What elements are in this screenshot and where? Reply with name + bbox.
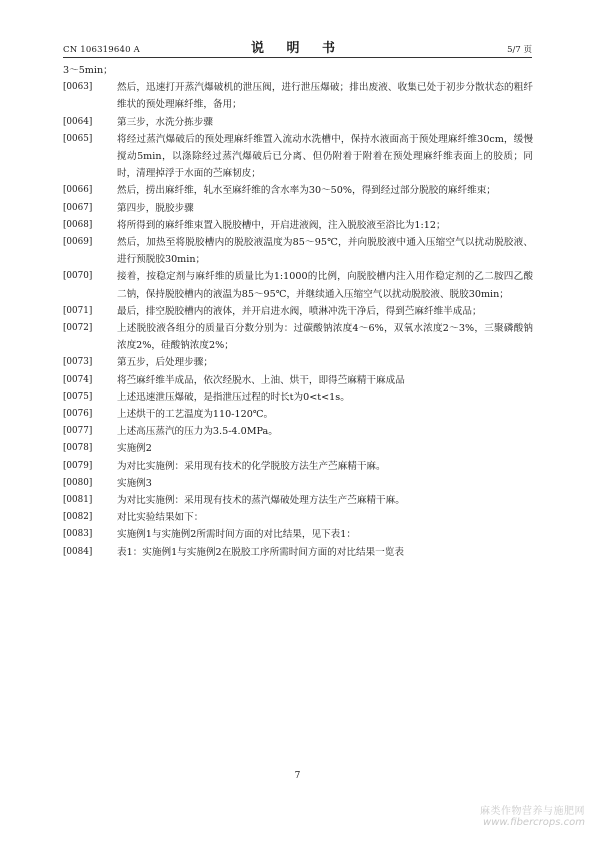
paragraph-number: [0079] xyxy=(63,460,93,471)
watermark-url: www.fibercrops.com xyxy=(483,817,585,828)
paragraph-number: [0069] xyxy=(63,237,93,248)
paragraph-text: 然后，加热至将脱胶槽内的脱胶液温度为85～95℃，并向脱胶液中通入压缩空气以扰动脱胶液、进行预脱胶30min； xyxy=(117,237,533,266)
paragraph-text: 将经过蒸汽爆破后的预处理麻纤维置入流动水洗槽中，保持水液面高于预处理麻纤维30cm，缓慢搅动5min，以涤除经过蒸汽爆破后已分离、但仍附着于附着在预处理麻纤维表面上的胶质；同时，清理掉浮于水面的苎麻韧皮； xyxy=(117,133,533,180)
paragraph xyxy=(63,492,533,509)
paragraph-number: [0082] xyxy=(63,512,93,523)
paragraph-number: [0065] xyxy=(63,133,93,144)
paragraph xyxy=(63,423,533,440)
document-title: 说 明 书 xyxy=(250,41,345,56)
paragraph-number: [0064] xyxy=(63,116,93,127)
paragraph xyxy=(63,182,533,199)
paragraph xyxy=(63,406,533,423)
paragraph xyxy=(63,320,533,354)
page-number: 7 xyxy=(294,771,301,781)
paragraph xyxy=(63,389,533,406)
paragraph-text: 为对比实施例：采用现有技术的化学脱胶方法生产苎麻精干麻。 xyxy=(117,460,386,472)
paragraph-text: 上述迅速泄压爆破，是指泄压过程的时长t为0<t<1s。 xyxy=(117,391,350,403)
paragraph xyxy=(63,509,533,526)
paragraph-number: [0076] xyxy=(63,409,93,420)
paragraph xyxy=(63,234,533,268)
paragraph xyxy=(63,475,533,492)
paragraph-text: 对比实验结果如下： xyxy=(117,512,204,524)
paragraph-number: [0066] xyxy=(63,185,93,196)
paragraph xyxy=(63,200,533,217)
paragraph-text: 为对比实施例：采用现有技术的蒸汽爆破处理方法生产苎麻精干麻。 xyxy=(117,495,405,507)
paragraph xyxy=(63,268,533,302)
paragraph-number: [0075] xyxy=(63,391,93,402)
document-body xyxy=(63,62,533,561)
paragraph-number: [0068] xyxy=(63,219,93,230)
paragraph xyxy=(63,526,533,543)
paragraph xyxy=(63,544,533,561)
paragraph-text: 第三步，水洗分拣步骤 xyxy=(117,116,213,128)
paragraph-number: [0084] xyxy=(63,546,93,557)
paragraph xyxy=(63,372,533,389)
paragraph-text: 表1：实施例1与实施例2在脱胶工序所需时间方面的对比结果一览表 xyxy=(117,546,404,558)
page-indicator: 5/7 页 xyxy=(507,45,532,55)
page-header xyxy=(63,37,532,57)
paragraph xyxy=(63,217,533,234)
paragraph-text: 第四步，脱胶步骤 xyxy=(117,202,194,214)
paragraph xyxy=(63,440,533,457)
paragraph-number: [0081] xyxy=(63,495,93,506)
paragraph-number: [0078] xyxy=(63,443,93,454)
paragraph-text: 然后，迅速打开蒸汽爆破机的泄压阀，进行泄压爆破；排出废液、收集已处于初步分散状态的粗纤维状的预处理麻纤维，备用； xyxy=(117,82,533,111)
paragraph-text: 然后，捞出麻纤维，轧水至麻纤维的含水率为30～50%，得到经过部分脱胶的麻纤维束； xyxy=(117,185,496,197)
paragraph-number: [0077] xyxy=(63,426,93,437)
paragraph-text: 上述脱胶液各组分的质量百分数分别为：过碳酸钠浓度4～6%，双氧水浓度2～3%，三聚磷酸钠浓度2%，硅酸钠浓度2%； xyxy=(117,323,533,352)
paragraph xyxy=(63,114,533,131)
paragraph xyxy=(63,79,533,113)
paragraph-text: 将苎麻纤维半成品，依次经脱水、上油、烘干，即得苎麻精干麻成品 xyxy=(117,374,405,386)
paragraph-number: [0073] xyxy=(63,357,93,368)
paragraph-text: 接着，按稳定剂与麻纤维的质量比为1:1000的比例，向脱胶槽内注入用作稳定剂的乙二胺四乙酸二钠，保持脱胶槽内的液温为85～95℃，并继续通入压缩空气以扰动脱胶液、脱胶30min； xyxy=(117,271,533,300)
paragraph-number: [0063] xyxy=(63,82,93,93)
paragraph-text: 实施例3 xyxy=(117,477,152,489)
header-divider xyxy=(63,57,532,58)
paragraph-number: [0072] xyxy=(63,323,93,334)
watermark-site-name: 麻类作物营养与施肥网 xyxy=(480,806,585,817)
paragraph-number: [0074] xyxy=(63,374,93,385)
paragraph-text: 第五步，后处理步骤； xyxy=(117,357,213,369)
publication-number: CN 106319640 A xyxy=(63,45,140,55)
paragraph-number: [0070] xyxy=(63,271,93,282)
paragraph-text: 实施例2 xyxy=(117,443,152,455)
paragraph-text: 最后，排空脱胶槽内的液体，并开启进水阀，喷淋冲洗干净后，得到苎麻纤维半成品； xyxy=(117,305,482,317)
paragraph-text: 上述高压蒸汽的压力为3.5-4.0MPa。 xyxy=(117,426,278,438)
paragraph-text: 将所得到的麻纤维束置入脱胶槽中，开启进液阀，注入脱胶液至浴比为1:12； xyxy=(117,219,446,231)
paragraph xyxy=(63,131,533,183)
site-watermark xyxy=(480,802,585,828)
paragraph-number: [0071] xyxy=(63,305,93,316)
paragraph-text: 上述烘干的工艺温度为110-120℃。 xyxy=(117,409,274,421)
paragraph-number: [0067] xyxy=(63,202,93,213)
paragraph-number: [0080] xyxy=(63,477,93,488)
paragraph-text: 实施例1与实施例2所需时间方面的对比结果，见下表1： xyxy=(117,529,356,541)
continued-text: 3～5min； xyxy=(63,65,113,76)
paragraph xyxy=(63,303,533,320)
paragraph-number: [0083] xyxy=(63,529,93,540)
paragraph xyxy=(63,354,533,371)
paragraph xyxy=(63,458,533,475)
